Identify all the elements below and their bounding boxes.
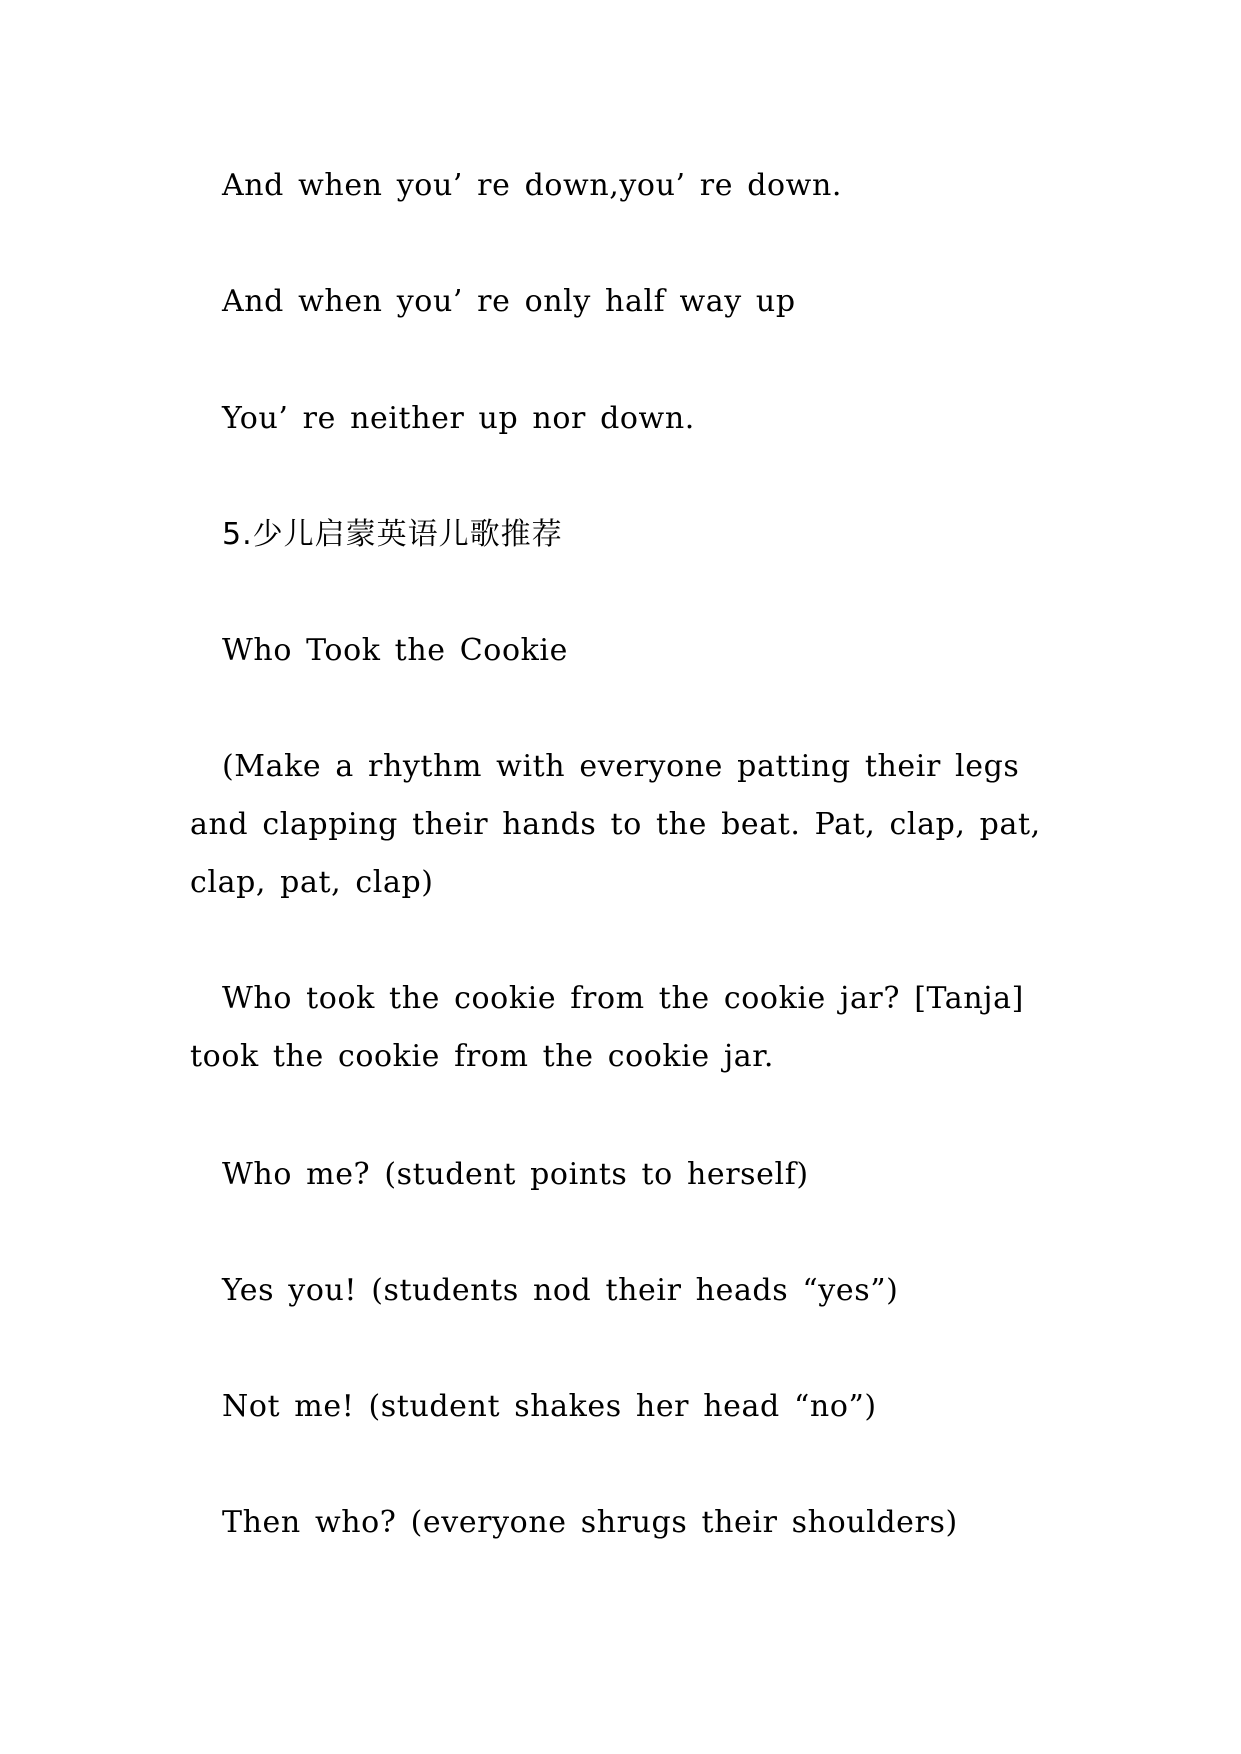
lyric-line-yes-you: Yes you! (students nod their heads “yes”) xyxy=(222,1273,899,1308)
lyric-line-neither: You’ re neither up nor down. xyxy=(222,401,695,436)
lyric-line-down: And when you’ re down,you’ re down. xyxy=(222,168,843,203)
song-title: Who Took the Cookie xyxy=(222,633,568,668)
lyric-line-then-who: Then who? (everyone shrugs their shoulders) xyxy=(222,1505,958,1540)
song-instructions: (Make a rhythm with everyone patting their legs and clapping their hands to the beat. Pat, clap, pat, clap, pat, clap) xyxy=(190,749,1041,900)
section-heading: 5.少儿启蒙英语儿歌推荐 xyxy=(222,517,563,552)
lyric-line-not-me: Not me! (student shakes her head “no”) xyxy=(222,1389,877,1424)
lyric-line-who-took: Who took the cookie from the cookie jar? [Tanja] took the cookie from the cookie jar. xyxy=(190,981,1024,1074)
lyric-line-half-way-up: And when you’ re only half way up xyxy=(222,284,796,319)
lyric-line-who-me: Who me? (student points to herself) xyxy=(222,1157,809,1192)
